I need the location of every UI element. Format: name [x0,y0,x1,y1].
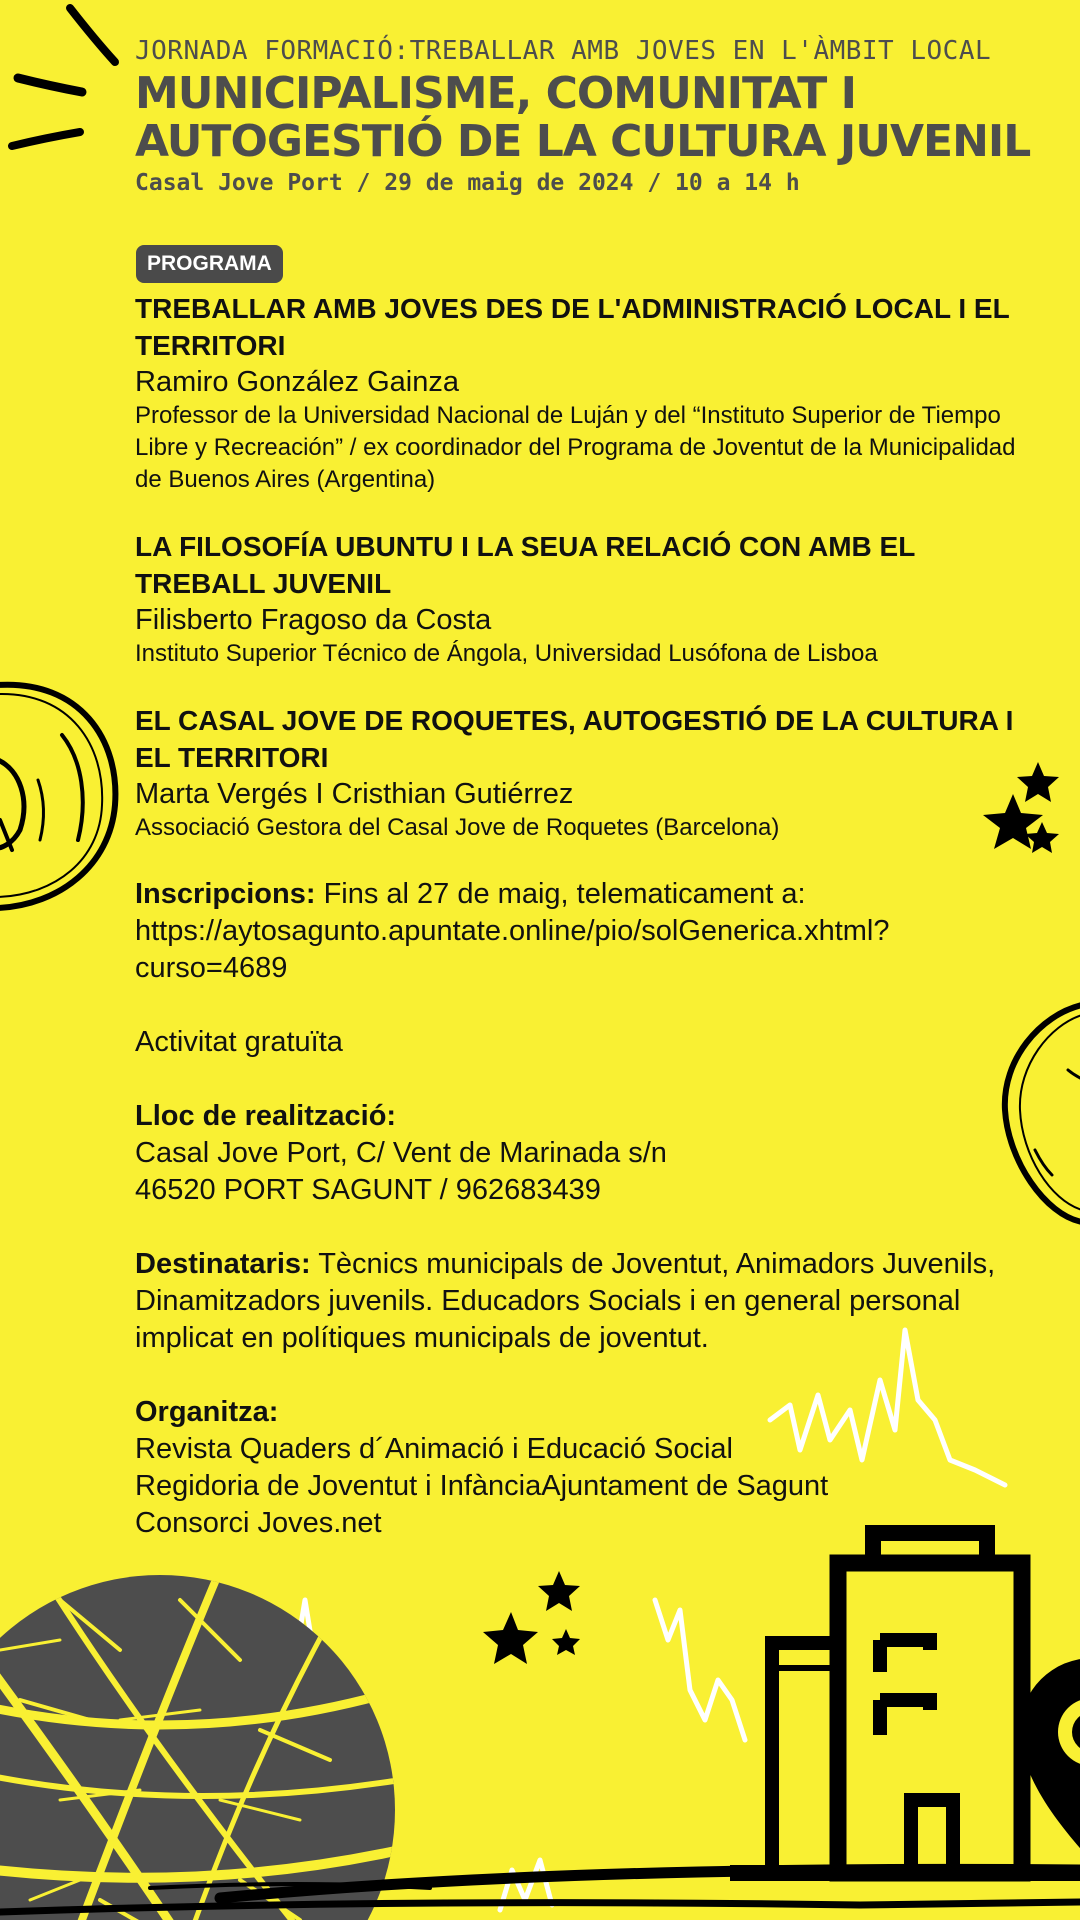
burst-lines-icon [12,8,115,146]
audience-text: Tècnics municipals de Joventut, Animadors Juvenils, Dinamitzadors juvenils. Educadors Socials i en general personal implicat en polítiques municipals de joventut. [135,1248,996,1354]
audience-label: Destinataris: [135,1248,311,1280]
organizer-item: Revista Quaders d´Animació i Educació Social [135,1433,733,1465]
burst-line [12,132,80,146]
talk-item [135,528,1035,670]
talk-speaker: Filisberto Fragoso da Costa [135,604,492,636]
organizers-label: Organitza: [135,1396,279,1428]
registration-section [135,876,1035,987]
page-title: MUNICIPALISME, COMUNITAT I AUTOGESTIÓ DE LA CULTURA JUVENIL [135,68,1031,167]
program-badge: PROGRAMA [136,245,283,283]
registration-url: curso=4689 [135,952,288,984]
registration-text: Fins al 27 de maig, telematicament a: [323,878,806,910]
event-subtitle: JORNADA FORMACIÓ:TREBALLAR AMB JOVES EN L'ÀMBIT LOCAL [135,36,992,66]
audience-section [135,1246,1035,1357]
talk-item [135,702,1035,844]
talk-speaker: Marta Vergés I Cristhian Gutiérrez [135,778,574,810]
organizers-section [135,1394,1035,1542]
talk-title: EL CASAL JOVE DE ROQUETES, AUTOGESTIÓ DE LA CULTURA I EL TERRITORI [135,705,1014,773]
location-section [135,1098,1035,1209]
organizer-item: Regidoria de Joventut i InfànciaAjuntament de Sagunt [135,1470,829,1502]
talk-affiliation: Associació Gestora del Casal Jove de Roquetes (Barcelona) [135,814,780,841]
talk-speaker: Ramiro González Gainza [135,366,459,398]
stars-icon [483,1571,580,1664]
organizer-item: Consorci Joves.net [135,1507,382,1539]
location-address: Casal Jove Port, C/ Vent de Marinada s/n [135,1137,667,1169]
talk-affiliation: Professor de la Universidad Nacional de Luján y del “Instituto Superior de Tiempo Libre y Recreación” / ex coordinador del Programa de Joventut de la Municipalidad de Buenos Aires (Argentina) [135,402,1016,493]
registration-url: https://aytosagunto.apuntate.online/pio/solGenerica.xhtml? [135,915,890,947]
talk-title: LA FILOSOFÍA UBUNTU I LA SEUA RELACIÓ CON AMB EL TREBALL JUVENIL [135,531,915,599]
talk-title: TREBALLAR AMB JOVES DES DE L'ADMINISTRACIÓ LOCAL I EL TERRITORI [135,293,1010,361]
map-globe-icon [0,1570,400,1920]
talk-item [135,290,1035,496]
free-activity-note: Activitat gratuïta [135,1026,343,1058]
venue-date: Casal Jove Port / 29 de maig de 2024 / 10 a 14 h [135,170,800,196]
burst-line [18,78,82,92]
registration-label: Inscripcions: [135,878,316,910]
program-content [135,290,1035,1542]
registration-link[interactable] [135,913,1035,987]
talk-affiliation: Instituto Superior Técnico de Ángola, Universidad Lusófona de Lisboa [135,640,878,667]
location-label: Lloc de realització: [135,1100,397,1132]
burst-line [70,8,115,62]
circle-doodle-icon [0,685,115,908]
location-city-phone: 46520 PORT SAGUNT / 962683439 [135,1174,601,1206]
